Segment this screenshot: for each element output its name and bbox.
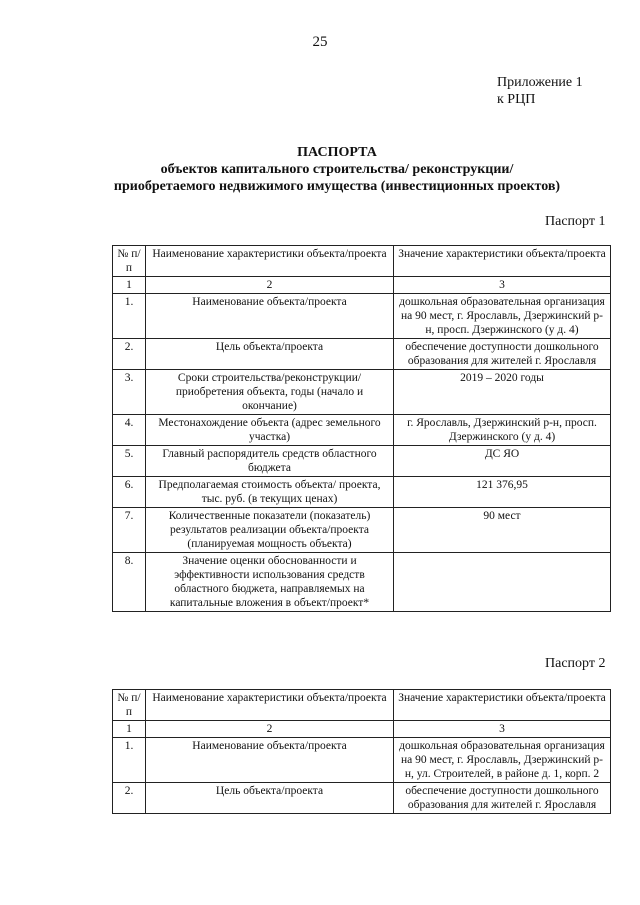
table-header-row [113, 690, 611, 721]
table-row [113, 508, 611, 553]
table-row [113, 783, 611, 814]
row-value: 121 376,95 [394, 477, 611, 508]
document-heading [40, 144, 634, 195]
row-name: Цель объекта/проекта [146, 339, 394, 370]
index-cell: 3 [394, 277, 611, 294]
row-name: Значение оценки обоснованности и эффективности использования средств областного бюджета, направляемых на капитальные вложения в объект/проект* [146, 553, 394, 612]
index-cell: 3 [394, 721, 611, 738]
appendix-note [497, 74, 583, 108]
table-row [113, 339, 611, 370]
row-num: 5. [113, 446, 146, 477]
appendix-line-2: к РЦП [497, 92, 536, 107]
index-cell: 2 [146, 721, 394, 738]
index-cell: 1 [113, 721, 146, 738]
table-row [113, 738, 611, 783]
table-index-row [113, 721, 611, 738]
row-num: 7. [113, 508, 146, 553]
table-row [113, 477, 611, 508]
header-num: № п/п [113, 690, 146, 721]
row-num: 1. [113, 294, 146, 339]
row-name: Главный распорядитель средств областного бюджета [146, 446, 394, 477]
row-num: 4. [113, 415, 146, 446]
table-row [113, 370, 611, 415]
row-num: 6. [113, 477, 146, 508]
row-value [394, 553, 611, 612]
heading-line-2: объектов капитального строительства/ реконструкции/ [160, 162, 514, 177]
row-value: дошкольная образовательная организация на 90 мест, г. Ярославль, Дзержинский р-н, ул. Строителей, в районе д. 1, корп. 2 [394, 738, 611, 783]
appendix-line-1: Приложение 1 [497, 75, 583, 90]
page-number: 25 [312, 34, 328, 50]
row-num: 3. [113, 370, 146, 415]
heading-line-1: ПАСПОРТА [297, 145, 377, 160]
table-row [113, 294, 611, 339]
row-name: Сроки строительства/реконструкции/ приобретения объекта, годы (начало и окончание) [146, 370, 394, 415]
row-value: обеспечение доступности дошкольного образования для жителей г. Ярославля [394, 339, 611, 370]
index-cell: 1 [113, 277, 146, 294]
row-num: 2. [113, 339, 146, 370]
row-name: Количественные показатели (показатель) результатов реализации объекта/проекта (планируемая мощность объекта) [146, 508, 394, 553]
row-num: 2. [113, 783, 146, 814]
table-header-row [113, 246, 611, 277]
row-name: Предполагаемая стоимость объекта/ проекта, тыс. руб. (в текущих ценах) [146, 477, 394, 508]
header-name: Наименование характеристики объекта/проекта [146, 246, 394, 277]
table-row [113, 446, 611, 477]
index-cell: 2 [146, 277, 394, 294]
row-name: Местонахождение объекта (адрес земельного участка) [146, 415, 394, 446]
passport-2-label: Паспорт 2 [545, 656, 606, 671]
row-name: Наименование объекта/проекта [146, 738, 394, 783]
row-value: ДС ЯО [394, 446, 611, 477]
header-value: Значение характеристики объекта/проекта [394, 690, 611, 721]
row-value: 2019 – 2020 годы [394, 370, 611, 415]
passport-2-table [112, 689, 611, 814]
row-value: дошкольная образовательная организация на 90 мест, г. Ярославль, Дзержинский р-н, просп. Дзержинского (у д. 4) [394, 294, 611, 339]
header-name: Наименование характеристики объекта/проекта [146, 690, 394, 721]
passport-1-table [112, 245, 611, 612]
table-row [113, 553, 611, 612]
heading-line-3: приобретаемого недвижимого имущества (инвестиционных проектов) [113, 179, 561, 194]
row-value: г. Ярославль, Дзержинский р-н, просп. Дзержинского (у д. 4) [394, 415, 611, 446]
table-row [113, 415, 611, 446]
passport-1-label: Паспорт 1 [545, 214, 606, 229]
row-value: 90 мест [394, 508, 611, 553]
header-num: № п/п [113, 246, 146, 277]
row-value: обеспечение доступности дошкольного образования для жителей г. Ярославля [394, 783, 611, 814]
header-value: Значение характеристики объекта/проекта [394, 246, 611, 277]
table-index-row [113, 277, 611, 294]
row-num: 1. [113, 738, 146, 783]
row-num: 8. [113, 553, 146, 612]
row-name: Наименование объекта/проекта [146, 294, 394, 339]
row-name: Цель объекта/проекта [146, 783, 394, 814]
